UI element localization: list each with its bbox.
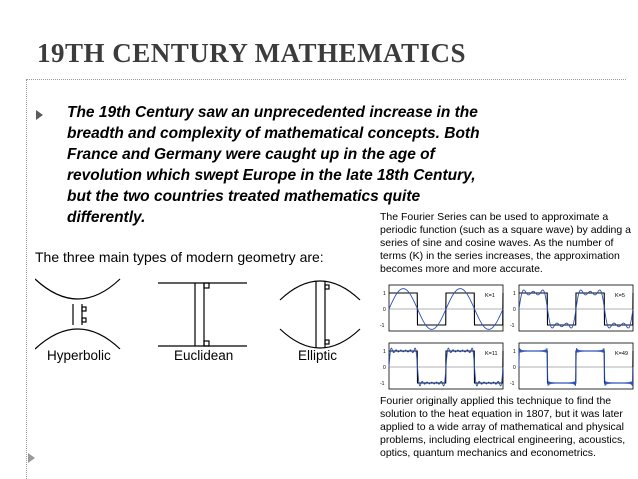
left-border — [26, 79, 28, 479]
slide-title: 19TH CENTURY MATHEMATICS — [37, 38, 467, 68]
bullet-arrow-icon — [36, 110, 43, 120]
fourier-intro-text: The Fourier Series can be used to approximate a periodic function (such as a square wave) by adding a series of sine and cosine waves. As the number of terms (K) in the series increases, the approximation becomes more and more accurate. — [380, 211, 631, 275]
tick-label-top: 1 — [383, 291, 386, 297]
euclidean-label: Euclidean — [174, 348, 234, 363]
hyperbolic-label: Hyperbolic — [47, 348, 111, 363]
tick-label-top: 1 — [513, 349, 516, 355]
tick-label-top: 1 — [383, 349, 386, 355]
title-divider — [26, 79, 626, 81]
fourier-plot-k1 — [380, 284, 505, 334]
fourier-figure — [373, 211, 638, 479]
tick-label-bottom: -1 — [380, 381, 385, 387]
euclidean-diagram — [158, 283, 247, 346]
corner-arrow-icon — [28, 453, 35, 463]
fourier-history-text: Fourier originally applied this technique to find the solution to the heat equation in 1807, but it was later applied to a wide array of mathematical and physical problems, including electrical engineering, acoustics, optics, quantum mechanics and econometrics. — [380, 395, 626, 459]
tick-label-zero: 0 — [383, 365, 386, 371]
tick-label-bottom: -1 — [510, 381, 515, 387]
tick-label-bottom: -1 — [380, 323, 385, 329]
fourier-plot-k49 — [510, 342, 635, 392]
k-label: K=11 — [485, 351, 498, 357]
geometry-figure — [35, 249, 370, 369]
k-label: K=5 — [615, 293, 625, 299]
geometry-figure-title: The three main types of modern geometry are: — [35, 249, 324, 265]
k-label: K=49 — [615, 351, 628, 357]
fourier-plot-k11 — [380, 342, 505, 392]
tick-label-bottom: -1 — [510, 323, 515, 329]
tick-label-zero: 0 — [513, 307, 516, 313]
elliptic-diagram — [280, 281, 360, 348]
tick-label-top: 1 — [513, 291, 516, 297]
k-label: K=1 — [485, 293, 495, 299]
hyperbolic-diagram — [35, 279, 120, 349]
fourier-plot-k5 — [510, 284, 635, 334]
tick-label-zero: 0 — [513, 365, 516, 371]
tick-label-zero: 0 — [383, 307, 386, 313]
bullet-text: The 19th Century saw an unprecedented increase in the breadth and complexity of mathematical concepts. Both France and Germany were caught up in the age of revolution which swept Europe in the late 18th Century, but the two countries treated mathematics quite differently. — [67, 104, 480, 226]
elliptic-label: Elliptic — [298, 348, 338, 363]
